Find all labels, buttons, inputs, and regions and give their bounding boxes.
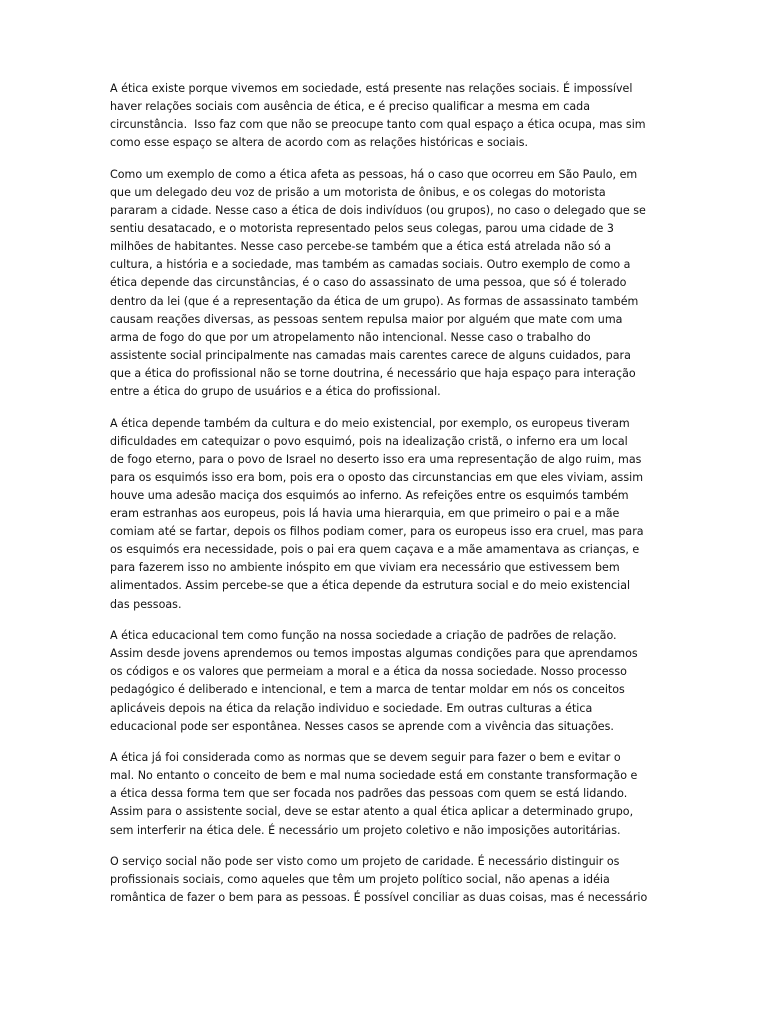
paragraph-2: Como um exemplo de como a ética afeta as pessoas, há o caso que ocorreu em São Paulo, em que um delegado deu voz de prisão a um motorista de ônibus, e os colegas do motorista pararam a cidade. Nesse caso a ética de dois indivíduos (ou grupos), no caso o delegado que se sentiu desatacado, e o motorista representado pelos seus colegas, parou uma cidade de 3 milhões de habitantes. Nesse caso percebe-se também que a ética está atrelada não só a cultura, a história e a sociedade, mas também as camadas sociais. Outro exemplo de como a ética depende das circunstâncias, é o caso do assassinato de uma pessoa, que só é tolerado dentro da lei (que é a representação da ética de um grupo). As formas de assassinato também causam reações diversas, as pessoas sentem repulsa maior por alguém que mate com uma arma de fogo do que por um atropelamento não intencional. Nesse caso o trabalho do assistente social principalmente nas camadas mais carentes carece de alguns cuidados, para que a ética do profissional não se torne doutrina, é necessário que haja espaço para interação entre a ética do grupo de usuários e a ética do profissional.	[110, 167, 646, 398]
paragraph-1: A ética existe porque vivemos em sociedade, está presente nas relações sociais. É impossível haver relações sociais com ausência de ética, e é preciso qualificar a mesma em cada circunstância. Isso faz com que não se preocupe tanto com qual espaço a ética ocupa, mas sim como esse espaço se altera de acordo com as relações históricas e sociais.	[110, 82, 646, 150]
paragraph-4: A ética educacional tem como função na nossa sociedade a criação de padrões de relação. Assim desde jovens aprendemos ou temos impostas algumas condições para que aprendamos os códigos e os valores que permeiam a moral e a ética da nossa sociedade. Nosso processo pedagógico é deliberado e intencional, e tem a marca de tentar moldar em nós os conceitos aplicáveis depois na ética da relação individuo e sociedade. Em outras culturas a ética educacional pode ser espontânea. Nesses casos se aprende com a vivência das situações.	[110, 629, 638, 733]
paragraph-6: O serviço social não pode ser visto como um projeto de caridade. É necessário distinguir os profissionais sociais, como aqueles que têm um projeto político social, não apenas a idéia romântica de fazer o bem para as pessoas. É possível conciliar as duas coisas, mas é necessário	[110, 855, 648, 905]
paragraph-5: A ética já foi considerada como as normas que se devem seguir para fazer o bem e evitar o mal. No entanto o conceito de bem e mal numa sociedade está em constante transformação e a ética dessa forma tem que ser focada nos padrões das pessoas com quem se está lidando. Assim para o assistente social, deve se estar atento a qual ética aplicar a determinado grupo, sem interferir na ética dele. É necessário um projeto coletivo e não imposições autoritárias.	[110, 751, 638, 837]
paragraph-3: A ética depende também da cultura e do meio existencial, por exemplo, os europeus tiveram dificuldades em catequizar o povo esquimó, pois na idealização cristã, o inferno era um local de fogo eterno, para o povo de Israel no deserto isso era uma representação de algo ruim, mas para os esquimós isso era bom, pois era o oposto das circunstancias em que eles viviam, assim houve uma adesão maciça dos esquimós ao inferno. As refeições entre os esquimós também eram estranhas aos europeus, pois lá havia uma hierarquia, em que primeiro o pai e a mãe comiam até se fartar, depois os filhos podiam comer, para os europeus isso era cruel, mas para os esquimós era necessidade, pois o pai era quem caçava e a mãe amamentava as crianças, e para fazerem isso no ambiente inóspito em que viviam era necessário que estivessem bem alimentados. Assim percebe-se que a ética depende da estrutura social e do meio existencial das pessoas.	[110, 416, 644, 611]
document-body	[110, 80, 658, 921]
